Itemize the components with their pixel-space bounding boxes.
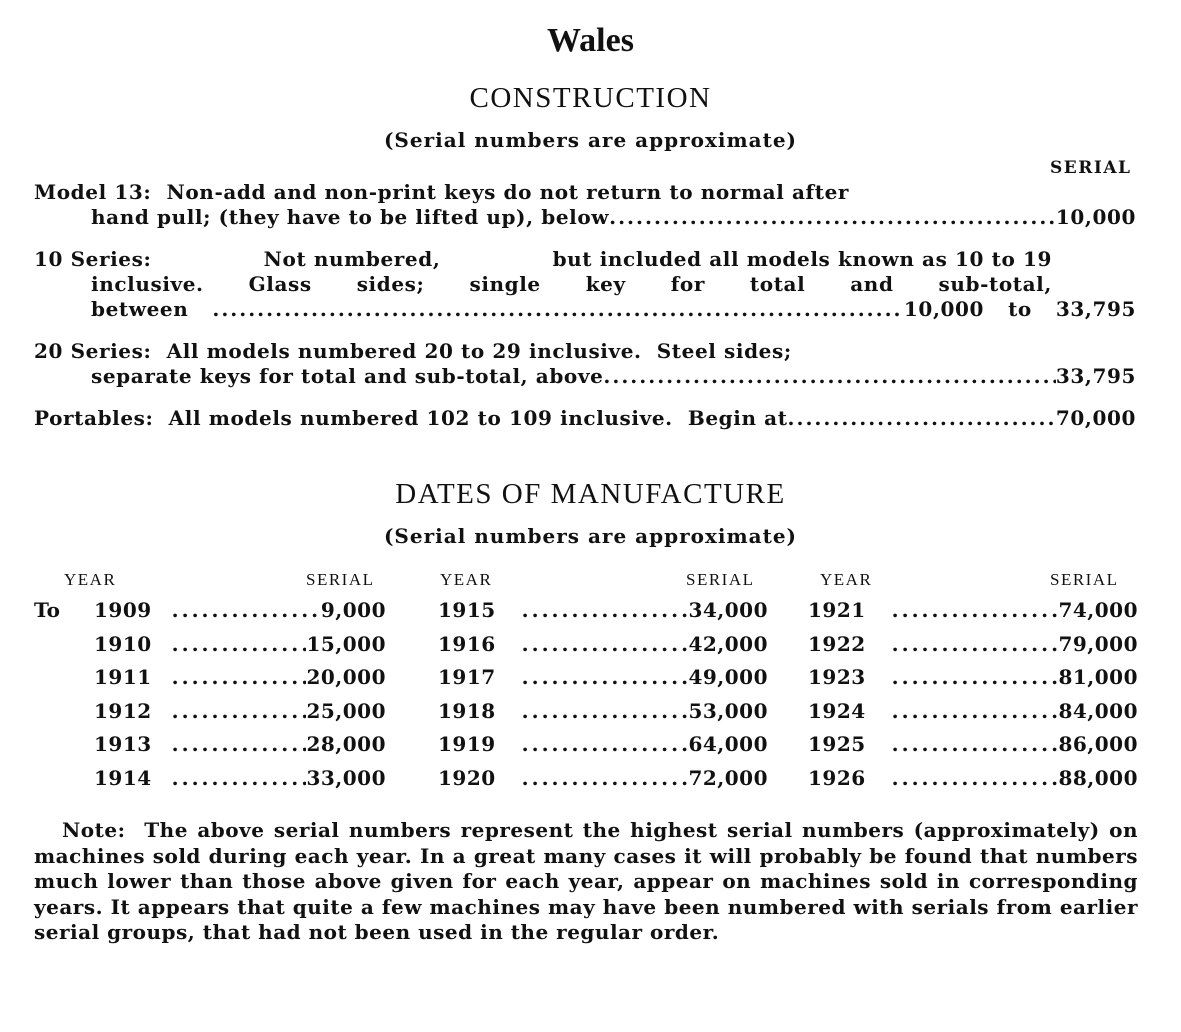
dot-leader: [522, 766, 689, 790]
footnote-label: Note:: [62, 818, 126, 842]
entry-text: between: [91, 297, 189, 321]
year: 1911: [94, 665, 152, 689]
dot-leader: [172, 665, 307, 689]
serial-column-label: SERIAL: [306, 570, 375, 589]
dot-leader: [603, 364, 1055, 389]
dot-leader: [892, 732, 1059, 756]
year: 1909: [94, 598, 152, 622]
serial-range-word: to: [1008, 297, 1032, 321]
year: 1924: [808, 698, 866, 723]
year-column-label: YEAR: [64, 570, 117, 589]
table-cell: [438, 632, 768, 656]
table-cell: [94, 665, 386, 689]
entry-word: sides;: [356, 272, 425, 296]
entry-word: for: [670, 272, 705, 296]
serial-value: 81,000: [1058, 665, 1138, 689]
serial-value: 28,000: [306, 732, 386, 756]
entry-word: key: [585, 272, 626, 296]
construction-serial-label: SERIAL: [1050, 158, 1132, 178]
serial-value: 88,000: [1058, 765, 1138, 790]
entry-line: [34, 406, 1136, 431]
table-cell: [438, 598, 768, 622]
table-cell: [438, 665, 768, 689]
construction-entry-10-series: [34, 247, 1136, 322]
entry-word: inclusive.: [91, 272, 204, 296]
table-cell: [438, 766, 768, 790]
dot-leader: [892, 632, 1059, 656]
serial-value: 20,000: [306, 665, 386, 689]
dot-leader: [172, 598, 321, 622]
entry-word: sub-total,: [938, 272, 1052, 296]
dot-leader: [172, 632, 307, 656]
construction-note: (Serial numbers are approximate): [383, 128, 798, 152]
serial-value: 15,000: [306, 631, 386, 656]
entry-word: but included all models known as 10 to 19: [552, 247, 1052, 271]
page-title: Wales: [547, 22, 634, 59]
year: 1919: [438, 732, 496, 756]
table-row: [34, 598, 1138, 632]
dot-leader: [892, 598, 1059, 622]
year: 1915: [438, 598, 496, 622]
table-row: [34, 665, 1138, 699]
dot-leader: [522, 732, 689, 756]
entry-word: single: [469, 272, 541, 296]
entry-line: [34, 205, 1136, 230]
dot-leader: [609, 205, 1056, 230]
year: 1914: [94, 765, 152, 790]
table-cell: [808, 598, 1138, 622]
entry-text: Portables: All models numbered 102 to 109 inclusive. Begin at: [34, 406, 788, 430]
table-cell: [808, 766, 1138, 790]
serial-value: 72,000: [688, 765, 768, 790]
entry-word: total: [749, 272, 806, 296]
dot-leader: [892, 766, 1059, 790]
dot-leader: [172, 732, 307, 756]
dot-leader: [522, 699, 689, 723]
serial-value: 79,000: [1058, 631, 1138, 656]
entry-line: [34, 247, 1136, 272]
serial-column-label: SERIAL: [1050, 570, 1119, 589]
serial-value: 49,000: [688, 665, 768, 689]
table-cell: [94, 699, 386, 723]
dot-leader: [172, 699, 307, 723]
serial-value: 53,000: [688, 698, 768, 723]
dot-leader: [212, 297, 904, 322]
table-cell: [808, 699, 1138, 723]
table-row: [34, 632, 1138, 666]
year: 1925: [808, 732, 866, 756]
year: 1920: [438, 765, 496, 790]
serial-value: 10,000: [1055, 205, 1136, 229]
entry-line: [34, 272, 1136, 297]
serial-column-label: SERIAL: [686, 570, 755, 589]
serial-value: 74,000: [1058, 598, 1138, 622]
dot-leader: [892, 699, 1059, 723]
table-cell: [94, 598, 386, 622]
table-cell: [438, 699, 768, 723]
year: 1926: [808, 765, 866, 790]
year-column-label: YEAR: [440, 570, 493, 589]
dates-heading: DATES OF MANUFACTURE: [395, 478, 786, 510]
year: 1922: [808, 631, 866, 656]
year: 1923: [808, 665, 866, 689]
serial-value: 9,000: [320, 598, 386, 622]
table-cell: [94, 732, 386, 756]
dates-note: (Serial numbers are approximate): [383, 524, 798, 548]
construction-entry-model-13: [34, 180, 1136, 230]
footnote-paragraph: [34, 818, 1138, 946]
table-cell: [808, 732, 1138, 756]
entry-text: hand pull; (they have to be lifted up), below: [91, 205, 610, 229]
dot-leader: [522, 632, 689, 656]
serial-value: 33,795: [1055, 364, 1136, 388]
entry-word: 10 Series:: [34, 247, 152, 271]
serial-value: 70,000: [1055, 406, 1136, 430]
serial-value: 34,000: [688, 598, 768, 622]
serial-value-from: 10,000: [903, 297, 985, 321]
entry-line: 20 Series: All models numbered 20 to 29 inclusive. Steel sides;: [34, 339, 792, 363]
to-prefix: To: [34, 598, 60, 622]
entry-line: [34, 297, 1136, 322]
construction-entry-portables: [34, 406, 1136, 431]
entry-line: [34, 364, 1136, 389]
year-column-label: YEAR: [820, 570, 873, 589]
entry-word: and: [850, 272, 894, 296]
table-cell: [808, 665, 1138, 689]
construction-heading: CONSTRUCTION: [469, 82, 712, 114]
serial-value: 64,000: [688, 732, 768, 756]
year: 1921: [808, 598, 866, 622]
dot-leader: [522, 665, 689, 689]
entry-line: Model 13: Non-add and non-print keys do not return to normal after: [34, 180, 850, 204]
entry-word: Glass: [248, 272, 312, 296]
table-row: [34, 766, 1138, 800]
dot-leader: [788, 406, 1056, 431]
table-cell: [94, 632, 386, 656]
year: 1912: [94, 698, 152, 723]
serial-value: 84,000: [1058, 698, 1138, 723]
serial-value: 25,000: [306, 698, 386, 723]
serial-value: 86,000: [1058, 732, 1138, 756]
dot-leader: [892, 665, 1059, 689]
footnote-text: The above serial numbers represent the highest serial numbers (approximately) on machines sold during each year. In a great many cases it will probably be found that numbers much lower than those above given for each year, appear on machines sold in corresponding years. It appears that quite a few machines may have been numbered with serials from earlier serial groups, that had not been used in the regular order.: [34, 818, 1138, 944]
year: 1916: [438, 631, 496, 656]
dot-leader: [172, 766, 307, 790]
construction-entry-20-series: [34, 339, 1136, 389]
table-row: [34, 699, 1138, 733]
table-cell: [94, 766, 386, 790]
table-row: [34, 732, 1138, 766]
serial-value: 42,000: [688, 631, 768, 656]
entry-word: Not numbered,: [263, 247, 441, 271]
dot-leader: [522, 598, 689, 622]
entry-text: separate keys for total and sub-total, above: [91, 364, 604, 388]
serial-value: 33,000: [306, 765, 386, 790]
year: 1918: [438, 698, 496, 723]
table-cell: [438, 732, 768, 756]
year: 1913: [94, 732, 152, 756]
year: 1917: [438, 665, 496, 689]
year: 1910: [94, 631, 152, 656]
serial-value-to: 33,795: [1055, 297, 1136, 321]
table-cell: [808, 632, 1138, 656]
dates-table: [34, 598, 1138, 799]
